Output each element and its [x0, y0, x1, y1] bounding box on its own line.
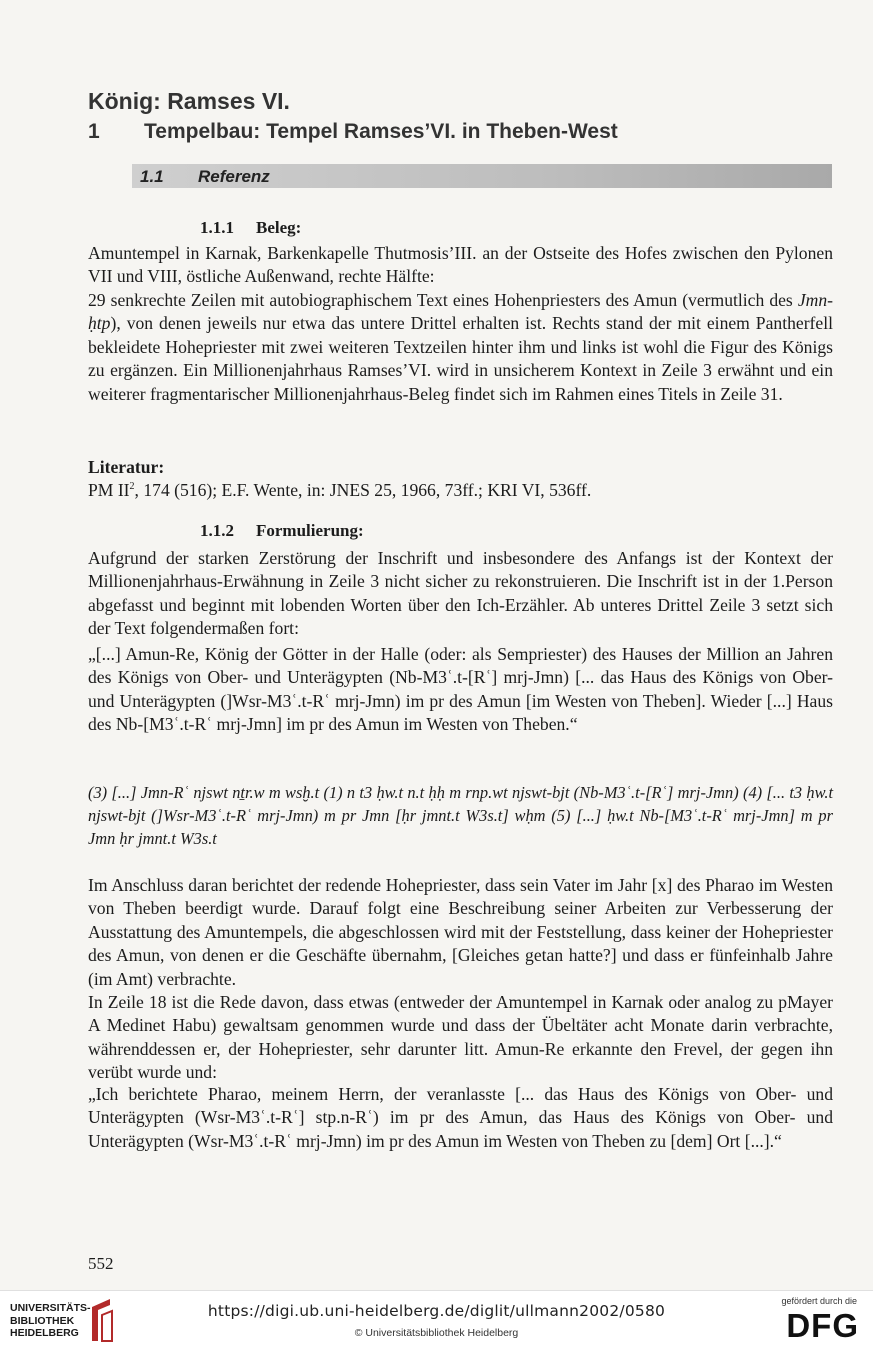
formulierung-title: Formulierung:	[256, 521, 364, 540]
footer-bar	[0, 1290, 873, 1350]
beleg-p2-post: ), von denen jeweils nur etwa das untere Drittel erhalten ist. Rechts stand der mit einem Pantherfell bekleidete Hohepriester mit zwei weiteren Textzeilen hinter ihm und links ist wohl die Figur des Königs zu ergänzen. Ein Millionenjahrhaus Ramses’VI. wird in unsicherem Kontext in Zeile 3 erwähnt und ein weiterer fragmentarischer Millionenjahrhaus-Beleg findet sich im Rahmen eines Titels in Zeile 31.	[88, 313, 833, 404]
footer-copyright: © Universitätsbibliothek Heidelberg	[354, 1327, 519, 1339]
paragraph-zeile-18: In Zeile 18 ist die Rede davon, dass etwas (entweder der Amuntempel in Karnak oder analog zu pMayer A Medinet Habu) gewaltsam genommen wurde und dass der Übeltäter acht Monate darin verbrachte, währenddessen er, der Hohepriester, sehr darunter litt. Amun-Re erkannte den Frevel, der gegen ihn verübt wurde und:	[88, 992, 833, 1083]
literatur-pm: PM II	[88, 480, 130, 501]
section-title	[88, 120, 618, 144]
literatur-block	[88, 456, 833, 503]
beleg-p2-pre: 29 senkrechte Zeilen mit autobiographischem Text eines Hohenpriesters des Amun (vermutlich des	[88, 290, 798, 310]
library-line-1: UNIVERSITÄTS-	[10, 1302, 91, 1314]
dfg-supported-label: gefördert durch die	[781, 1296, 857, 1306]
transliteration: (3) [...] Jmn-Rʿ njswt nṯr.w m wsḫ.t (1) n t3 ḥw.t n.t ḥḥ m rnp.wt njswt-bjt (Nb-M3ʿ.t-[Rʿ] mrj-Jmn) (4) [... t3 ḥw.t njswt-bjt (]Wsr-M3ʿ.t-Rʿ mrj-Jmn) m pr Jmn [ḥr jmnt.t W3s.t] wḥm (5) [...] ḥw.t Nb-[M3ʿ.t-Rʿ mrj-Jmn] m pr Jmn ḥr jmnt.t W3s.t	[88, 783, 833, 848]
reference-bar	[132, 164, 832, 188]
section-title-text: Tempelbau: Tempel Ramses’VI. in Theben-West	[144, 120, 618, 143]
beleg-title: Beleg:	[256, 218, 302, 237]
paragraph-anschluss: Im Anschluss daran berichtet der redende Hohepriester, dass sein Vater im Jahr [x] des Pharao im Westen von Theben beerdigt wurde. Darauf folgt eine Beschreibung seiner Arbeiten zur Verbesserung der Ausstattung des Amuntempels, die abgeschlossen wird mit der Feststellung, dass keiner der Hohepriester des Amun, von denen er die Geschäfte übernahm, [Gleiches getan hatte?] und dass er fünfeinhalb Jahre (im Amt) verbrachte.	[88, 875, 833, 989]
beleg-paragraph-1: Amuntempel in Karnak, Barkenkapelle Thutmosis’III. an der Ostseite des Hofes zwischen den Pylonen VII und VIII, östliche Außenwand, rechte Hälfte:	[88, 243, 833, 287]
library-line-2: BIBLIOTHEK	[10, 1314, 75, 1327]
reference-number: 1.1	[140, 167, 164, 186]
reference-title: Referenz	[198, 167, 270, 186]
library-line-3: HEIDELBERG	[10, 1327, 79, 1339]
page-number: 552	[88, 1254, 114, 1273]
section-number: 1	[88, 120, 100, 143]
beleg-heading	[200, 218, 301, 238]
beleg-p2-name: Jmn-ḥtp	[88, 290, 833, 334]
chapter-title: König: Ramses VI.	[88, 88, 290, 114]
literatur-label: Literatur:	[88, 457, 165, 477]
formulierung-intro: Aufgrund der starken Zerstörung der Inschrift und insbesondere des Anfangs ist der Kontext der Millionenjahrhaus-Erwähnung in Zeile 3 nicht sicher zu rekonstruieren. Die Inschrift ist in der 1.Person abgefasst und beginnt mit lobenden Worten über den Ich-Erzähler. Ab unteres Drittel Zeile 3 setzt sich der Text folgendermaßen fort:	[88, 548, 833, 639]
quote-2: „Ich berichtete Pharao, meinem Herrn, der veranlasste [... das Haus des Königs von Ober- und Unterägypten (Wsr-M3ʿ.t-Rʿ] stp.n-Rʿ) im pr des Amun, das Haus des Königs von Ober- und Unterägypten (Wsr-M3ʿ.t-Rʿ mrj-Jmn) im pr des Amun im Westen von Theben zu [dem] Ort [...].“	[88, 1084, 833, 1151]
literatur-pm-sup: 2	[129, 481, 135, 493]
quote-1: „[...] Amun-Re, König der Götter in der Halle (oder: als Sempriester) des Hauses der Million an Jahren des Königs von Ober- und Unterägypten (Nb-M3ʿ.t-[Rʿ] mrj-Jmn) [... das Haus des Königs von Ober- und Unterägypten (]Wsr-M3ʿ.t-Rʿ mrj-Jmn) im pr des Amun [im Westen von Theben]. Wieder [...] Haus des Nb-[M3ʿ.t-Rʿ mrj-Jmn] im pr des Amun im Westen von Theben.“	[88, 644, 833, 735]
footer-url-link[interactable]: https://digi.ub.uni-heidelberg.de/diglit/ullmann2002/0580	[207, 1302, 666, 1320]
formulierung-number: 1.1.2	[200, 521, 234, 540]
formulierung-heading	[200, 521, 364, 541]
beleg-paragraph-2	[88, 289, 833, 406]
literatur-rest: , 174 (516); E.F. Wente, in: JNES 25, 1966, 73ff.; KRI VI, 536ff.	[134, 480, 592, 501]
beleg-number: 1.1.1	[200, 218, 234, 237]
dfg-logo[interactable]: DFG	[786, 1307, 859, 1344]
